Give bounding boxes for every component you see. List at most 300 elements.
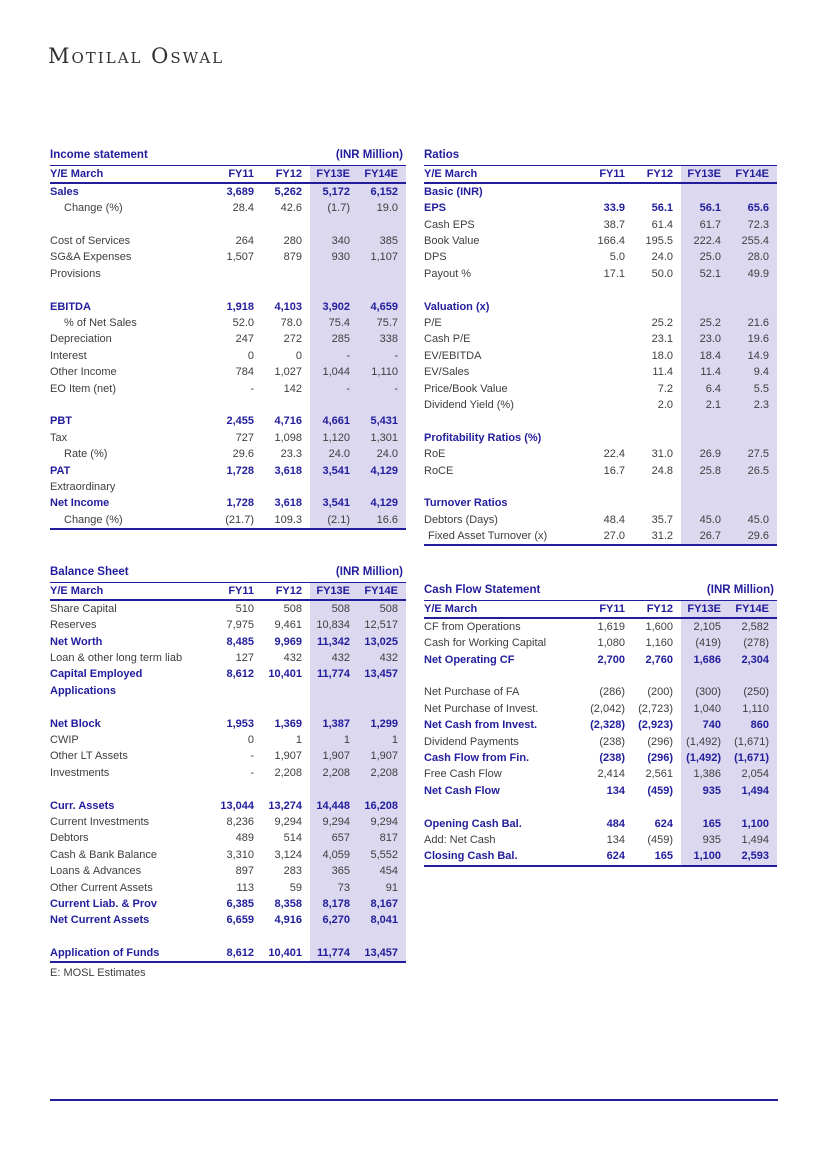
value-cell: 2,105 bbox=[681, 619, 729, 635]
table-row bbox=[50, 479, 406, 495]
row-label: Net Cash Flow bbox=[424, 784, 500, 797]
table-unit: (INR Million) bbox=[335, 566, 403, 578]
row-label: Add: Net Cash bbox=[424, 833, 496, 846]
value-cell: 272 bbox=[283, 333, 302, 346]
row-label bbox=[424, 282, 585, 298]
value-cell: 1,107 bbox=[358, 249, 406, 265]
value-cell bbox=[729, 282, 777, 298]
value-cell: 280 bbox=[283, 235, 302, 248]
value-cell bbox=[214, 397, 262, 413]
row-label: Net Cash from Invest. bbox=[424, 719, 538, 732]
value-cell bbox=[585, 315, 633, 331]
cash-flow-table bbox=[424, 583, 777, 867]
table-row bbox=[424, 717, 777, 733]
row-label: Other LT Assets bbox=[50, 750, 128, 763]
value-cell: 4,103 bbox=[274, 300, 302, 313]
row-label bbox=[50, 929, 214, 945]
value-cell: 45.0 bbox=[681, 512, 729, 528]
row-label: Loan & other long term liab bbox=[50, 652, 183, 665]
value-cell bbox=[358, 929, 406, 945]
value-cell: (1,671) bbox=[729, 750, 777, 766]
value-cell: (278) bbox=[729, 635, 777, 651]
table-header-row bbox=[50, 166, 406, 184]
value-cell: 8,178 bbox=[310, 896, 358, 912]
value-cell: 75.7 bbox=[358, 315, 406, 331]
table-row bbox=[424, 233, 777, 249]
table-row bbox=[50, 331, 406, 347]
row-label: Price/Book Value bbox=[424, 382, 508, 395]
table-row bbox=[50, 381, 406, 397]
table-row bbox=[50, 315, 406, 331]
value-cell: 1,907 bbox=[310, 748, 358, 764]
value-cell: 14.9 bbox=[729, 348, 777, 364]
table-row bbox=[50, 896, 406, 912]
value-cell: 195.5 bbox=[645, 235, 673, 248]
value-cell: 29.6 bbox=[232, 448, 254, 461]
table-row bbox=[424, 348, 777, 364]
value-cell: 24.0 bbox=[651, 251, 673, 264]
value-cell bbox=[214, 217, 262, 233]
row-label: Cash & Bank Balance bbox=[50, 848, 158, 861]
row-label: Application of Funds bbox=[50, 947, 160, 960]
value-cell bbox=[585, 397, 633, 413]
row-label: EO Item (net) bbox=[50, 382, 117, 395]
value-cell: 1,907 bbox=[274, 750, 302, 763]
row-label: Dividend Payments bbox=[424, 735, 519, 748]
value-cell: 1,918 bbox=[226, 300, 254, 313]
value-cell: 11.4 bbox=[652, 366, 673, 379]
value-cell: 9,461 bbox=[274, 619, 302, 632]
value-cell: 860 bbox=[729, 717, 777, 733]
value-cell: 2,561 bbox=[645, 768, 673, 781]
row-label: DPS bbox=[424, 251, 447, 264]
row-label: Depreciation bbox=[50, 333, 112, 346]
row-label: Provisions bbox=[50, 267, 101, 280]
table-row bbox=[424, 512, 777, 528]
table-title bbox=[50, 148, 406, 166]
value-cell: 7,975 bbox=[226, 619, 254, 632]
value-cell: 23.3 bbox=[280, 448, 302, 461]
row-label: Rate (%) bbox=[64, 448, 108, 461]
value-cell: 8,485 bbox=[226, 635, 254, 648]
column-header: FY12 bbox=[275, 167, 302, 180]
table-title-text: Ratios bbox=[424, 149, 460, 161]
value-cell: 48.4 bbox=[603, 513, 625, 526]
row-label: P/E bbox=[424, 317, 442, 330]
table-row bbox=[424, 430, 777, 446]
value-cell: 5,262 bbox=[274, 185, 302, 198]
table-row bbox=[50, 634, 406, 650]
row-label: Cash EPS bbox=[424, 218, 475, 231]
value-cell bbox=[262, 781, 310, 797]
row-label: Applications bbox=[50, 684, 117, 697]
table-row bbox=[424, 816, 777, 832]
value-cell: 56.1 bbox=[681, 200, 729, 216]
column-header: FY11 bbox=[599, 167, 625, 180]
table-row bbox=[424, 635, 777, 651]
row-label: Debtors bbox=[50, 832, 89, 845]
table-row bbox=[50, 430, 406, 446]
value-cell: - bbox=[310, 348, 358, 364]
table-row bbox=[424, 528, 777, 544]
row-label: Net Worth bbox=[50, 635, 103, 648]
table-row bbox=[424, 832, 777, 848]
value-cell: 508 bbox=[283, 602, 302, 615]
value-cell: 9,294 bbox=[274, 815, 302, 828]
value-cell: - bbox=[250, 766, 254, 779]
value-cell: 1,387 bbox=[310, 716, 358, 732]
value-cell bbox=[310, 479, 358, 495]
table-row bbox=[50, 217, 406, 233]
value-cell: 6,385 bbox=[226, 897, 254, 910]
value-cell: 28.4 bbox=[232, 202, 254, 215]
table-row bbox=[424, 701, 777, 717]
value-cell: 4,916 bbox=[274, 914, 302, 927]
value-cell: 5.0 bbox=[609, 251, 625, 264]
value-cell: 264 bbox=[235, 235, 254, 248]
value-cell: 1,299 bbox=[358, 716, 406, 732]
value-cell: 657 bbox=[310, 830, 358, 846]
value-cell: 0 bbox=[247, 349, 254, 362]
value-cell: 13,457 bbox=[358, 666, 406, 682]
value-cell: 45.0 bbox=[729, 512, 777, 528]
value-cell: 10,401 bbox=[268, 668, 302, 681]
value-cell: 42.6 bbox=[280, 202, 302, 215]
value-cell bbox=[262, 479, 310, 495]
value-cell: 10,401 bbox=[268, 947, 302, 960]
value-cell: 432 bbox=[310, 650, 358, 666]
value-cell bbox=[214, 929, 262, 945]
table-row bbox=[50, 863, 406, 879]
value-cell: 27.5 bbox=[729, 446, 777, 462]
value-cell: 4,716 bbox=[274, 415, 302, 428]
row-label: Dividend Yield (%) bbox=[424, 398, 514, 411]
value-cell: 5,552 bbox=[358, 847, 406, 863]
value-cell bbox=[262, 699, 310, 715]
row-label: Net Income bbox=[50, 497, 110, 510]
value-cell: 165 bbox=[654, 850, 673, 863]
value-cell bbox=[310, 929, 358, 945]
table-row bbox=[424, 282, 777, 298]
row-label bbox=[50, 282, 214, 298]
row-label: EPS bbox=[424, 202, 447, 215]
value-cell: 5,172 bbox=[310, 184, 358, 200]
value-cell: 33.9 bbox=[603, 202, 625, 215]
balance-sheet-table bbox=[50, 565, 406, 963]
value-cell bbox=[262, 683, 310, 699]
value-cell bbox=[310, 699, 358, 715]
row-label: PAT bbox=[50, 464, 71, 477]
value-cell: 25.2 bbox=[651, 317, 673, 330]
row-label bbox=[50, 217, 214, 233]
value-cell: (300) bbox=[681, 684, 729, 700]
value-cell: 740 bbox=[681, 717, 729, 733]
table-row bbox=[424, 463, 777, 479]
value-cell: 0 bbox=[295, 349, 302, 362]
value-cell: 8,167 bbox=[358, 896, 406, 912]
value-cell: 56.1 bbox=[651, 202, 673, 215]
row-label: Curr. Assets bbox=[50, 799, 115, 812]
value-cell: 1,728 bbox=[226, 464, 254, 477]
value-cell: 25.8 bbox=[681, 463, 729, 479]
table-title-text: Cash Flow Statement bbox=[424, 584, 541, 596]
value-cell: 25.0 bbox=[681, 249, 729, 265]
value-cell bbox=[310, 282, 358, 298]
row-label bbox=[50, 781, 214, 797]
row-label: EV/Sales bbox=[424, 366, 470, 379]
column-header: FY14E bbox=[358, 583, 406, 599]
value-cell: 1,686 bbox=[681, 652, 729, 668]
row-label: CWIP bbox=[50, 734, 79, 747]
table-title-text: Income statement bbox=[50, 149, 148, 161]
table-row bbox=[424, 315, 777, 331]
row-label: Current Investments bbox=[50, 815, 150, 828]
table-row bbox=[50, 765, 406, 781]
value-cell: 385 bbox=[358, 233, 406, 249]
row-label: Cost of Services bbox=[50, 235, 131, 248]
row-label bbox=[424, 413, 585, 429]
value-cell: 784 bbox=[235, 366, 254, 379]
value-cell: 91 bbox=[358, 880, 406, 896]
estimates-footnote: E: MOSL Estimates bbox=[50, 967, 146, 979]
value-cell: 72.3 bbox=[729, 217, 777, 233]
value-cell: 3,618 bbox=[274, 464, 302, 477]
value-cell: (2.1) bbox=[310, 512, 358, 528]
value-cell: (1,671) bbox=[729, 734, 777, 750]
value-cell: 365 bbox=[310, 863, 358, 879]
value-cell: 11,342 bbox=[310, 634, 358, 650]
value-cell: 9.4 bbox=[729, 364, 777, 380]
ratios-table bbox=[424, 148, 777, 546]
table-row bbox=[50, 184, 406, 200]
value-cell: 16.7 bbox=[603, 464, 625, 477]
value-cell: 935 bbox=[681, 783, 729, 799]
value-cell: 4,129 bbox=[358, 463, 406, 479]
table-row bbox=[50, 299, 406, 315]
value-cell: 18.0 bbox=[651, 349, 673, 362]
column-header: FY11 bbox=[228, 584, 254, 597]
table-row bbox=[50, 348, 406, 364]
value-cell: 50.0 bbox=[651, 267, 673, 280]
value-cell bbox=[262, 266, 310, 282]
value-cell: (2,042) bbox=[590, 702, 625, 715]
value-cell: 52.1 bbox=[681, 266, 729, 282]
value-cell: 26.7 bbox=[681, 528, 729, 544]
value-cell: 5.5 bbox=[729, 381, 777, 397]
value-cell bbox=[681, 184, 729, 200]
column-header: FY14E bbox=[358, 166, 406, 182]
row-label bbox=[424, 799, 585, 815]
value-cell: 255.4 bbox=[729, 233, 777, 249]
row-label: Net Operating CF bbox=[424, 653, 515, 666]
value-cell bbox=[310, 683, 358, 699]
value-cell bbox=[358, 479, 406, 495]
value-cell: 340 bbox=[310, 233, 358, 249]
table-row bbox=[424, 364, 777, 380]
value-cell bbox=[358, 781, 406, 797]
row-label bbox=[50, 699, 214, 715]
table-row bbox=[50, 249, 406, 265]
table-row bbox=[424, 381, 777, 397]
table-row bbox=[50, 233, 406, 249]
value-cell: 166.4 bbox=[597, 235, 625, 248]
row-label: SG&A Expenses bbox=[50, 251, 132, 264]
value-cell bbox=[585, 799, 633, 815]
value-cell: 8,358 bbox=[274, 897, 302, 910]
value-cell: 31.0 bbox=[651, 448, 673, 461]
column-header: FY13E bbox=[681, 601, 729, 617]
value-cell: 2,700 bbox=[597, 653, 625, 666]
row-label: Book Value bbox=[424, 235, 480, 248]
value-cell bbox=[681, 413, 729, 429]
table-row bbox=[50, 732, 406, 748]
value-cell: 2,760 bbox=[645, 653, 673, 666]
row-label: EBITDA bbox=[50, 300, 91, 313]
value-cell: 78.0 bbox=[280, 317, 302, 330]
value-cell bbox=[262, 397, 310, 413]
value-cell: 0 bbox=[247, 734, 254, 747]
value-cell bbox=[262, 282, 310, 298]
value-cell: - bbox=[358, 381, 406, 397]
value-cell: 16,208 bbox=[358, 798, 406, 814]
value-cell bbox=[585, 381, 633, 397]
value-cell bbox=[214, 683, 262, 699]
row-label: Turnover Ratios bbox=[424, 497, 508, 510]
table-row bbox=[50, 266, 406, 282]
value-cell: (21.7) bbox=[225, 513, 254, 526]
value-cell: 3,541 bbox=[310, 463, 358, 479]
value-cell bbox=[633, 282, 681, 298]
value-cell: 61.4 bbox=[651, 218, 673, 231]
value-cell bbox=[585, 364, 633, 380]
value-cell: 2,054 bbox=[729, 766, 777, 782]
value-cell: 454 bbox=[358, 863, 406, 879]
value-cell bbox=[585, 184, 633, 200]
table-row bbox=[424, 397, 777, 413]
value-cell bbox=[585, 430, 633, 446]
value-cell: 17.1 bbox=[603, 267, 625, 280]
table-title bbox=[424, 148, 777, 166]
header-label: Y/E March bbox=[50, 584, 104, 597]
value-cell: 13,457 bbox=[358, 945, 406, 961]
value-cell: 1,120 bbox=[310, 430, 358, 446]
value-cell: 4,059 bbox=[310, 847, 358, 863]
value-cell: 9,294 bbox=[310, 814, 358, 830]
value-cell bbox=[729, 184, 777, 200]
table-row bbox=[424, 684, 777, 700]
row-label: Other Income bbox=[50, 366, 117, 379]
value-cell: 134 bbox=[606, 833, 625, 846]
row-label: Other Current Assets bbox=[50, 881, 153, 894]
table-title bbox=[50, 565, 406, 583]
value-cell: (419) bbox=[681, 635, 729, 651]
value-cell: 222.4 bbox=[681, 233, 729, 249]
value-cell: 624 bbox=[654, 817, 673, 830]
value-cell: 897 bbox=[235, 865, 254, 878]
value-cell: 3,124 bbox=[274, 848, 302, 861]
row-label: % of Net Sales bbox=[64, 317, 137, 330]
value-cell: (2,723) bbox=[638, 702, 673, 715]
value-cell: 5,431 bbox=[358, 413, 406, 429]
row-label: RoE bbox=[424, 448, 446, 461]
value-cell bbox=[633, 299, 681, 315]
footer-rule bbox=[50, 1099, 778, 1101]
value-cell: 1,040 bbox=[681, 701, 729, 717]
value-cell: 59 bbox=[289, 881, 302, 894]
value-cell: 1,728 bbox=[226, 497, 254, 510]
value-cell: (238) bbox=[599, 735, 625, 748]
value-cell: 26.5 bbox=[729, 463, 777, 479]
value-cell: - bbox=[310, 381, 358, 397]
value-cell: (459) bbox=[647, 833, 673, 846]
value-cell bbox=[729, 299, 777, 315]
value-cell: 18.4 bbox=[681, 348, 729, 364]
row-label: Cash P/E bbox=[424, 333, 471, 346]
value-cell: 6,152 bbox=[358, 184, 406, 200]
value-cell bbox=[633, 430, 681, 446]
value-cell: 624 bbox=[606, 850, 625, 863]
row-label: Investments bbox=[50, 766, 110, 779]
value-cell: 508 bbox=[358, 601, 406, 617]
table-row bbox=[424, 217, 777, 233]
row-label: Debtors (Days) bbox=[424, 513, 498, 526]
row-label: Valuation (x) bbox=[424, 300, 490, 313]
value-cell: 2,208 bbox=[274, 766, 302, 779]
value-cell bbox=[681, 282, 729, 298]
value-cell: 52.0 bbox=[232, 317, 254, 330]
table-header-row bbox=[424, 166, 777, 184]
value-cell: 2.3 bbox=[729, 397, 777, 413]
table-row bbox=[50, 830, 406, 846]
value-cell: 28.0 bbox=[729, 249, 777, 265]
value-cell: 2,582 bbox=[729, 619, 777, 635]
value-cell: - bbox=[250, 750, 254, 763]
value-cell bbox=[585, 299, 633, 315]
value-cell: 9,969 bbox=[274, 635, 302, 648]
table-row bbox=[50, 512, 406, 528]
table-row bbox=[424, 750, 777, 766]
table-row bbox=[424, 266, 777, 282]
table-row bbox=[50, 446, 406, 462]
row-label: Current Liab. & Prov bbox=[50, 897, 157, 910]
table-row bbox=[50, 650, 406, 666]
value-cell bbox=[729, 668, 777, 684]
table-row bbox=[50, 814, 406, 830]
value-cell: 61.7 bbox=[681, 217, 729, 233]
table-row bbox=[50, 364, 406, 380]
table-header-row bbox=[424, 601, 777, 619]
value-cell: 484 bbox=[606, 817, 625, 830]
value-cell: 75.4 bbox=[310, 315, 358, 331]
value-cell bbox=[681, 430, 729, 446]
value-cell bbox=[585, 282, 633, 298]
column-header: FY11 bbox=[228, 167, 254, 180]
value-cell: 2,304 bbox=[729, 652, 777, 668]
row-label: Sales bbox=[50, 185, 79, 198]
row-label: CF from Operations bbox=[424, 620, 521, 633]
value-cell: (2,328) bbox=[590, 719, 625, 732]
table-row bbox=[424, 799, 777, 815]
row-label: Loans & Advances bbox=[50, 865, 142, 878]
value-cell: 11,774 bbox=[310, 945, 358, 961]
row-label: Reserves bbox=[50, 619, 97, 632]
value-cell: (286) bbox=[599, 686, 625, 699]
value-cell: 1,369 bbox=[274, 717, 302, 730]
income-statement-table bbox=[50, 148, 406, 530]
value-cell: 14,448 bbox=[310, 798, 358, 814]
table-title-text: Balance Sheet bbox=[50, 566, 129, 578]
row-label bbox=[424, 479, 585, 495]
